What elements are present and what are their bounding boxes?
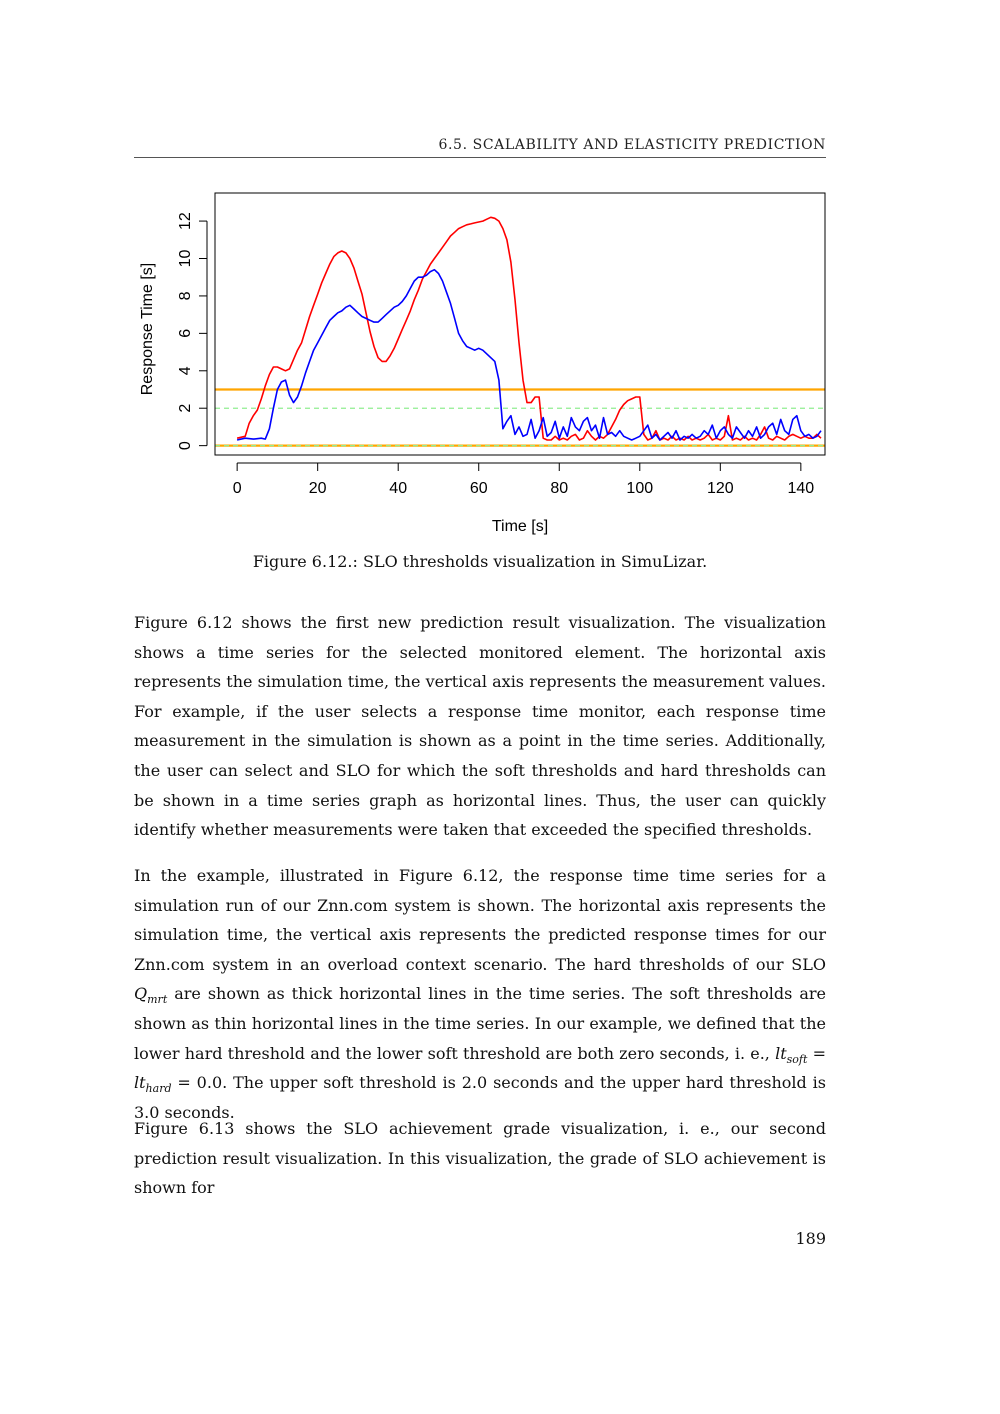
y-tick-label: 6 <box>177 328 194 338</box>
series-line-blue <box>237 270 821 440</box>
y-tick-label: 2 <box>177 403 194 413</box>
y-axis-label: Response Time [s] <box>139 262 156 396</box>
math-q: $Q_{mrt}$ <box>134 984 168 1007</box>
x-axis <box>233 463 815 497</box>
paragraph-1: Figure 6.12 shows the first new prediction result visualization. The visualization shows a time series for the selected monitored element. The horizontal axis represents the simulation time, the vertical axis represents the measurement values. For example, if the user selects a response time monitor, each response time measurement in the simulation is shown as a point in the time series. Additionally, the user can select and SLO for which the soft thresholds and hard thresholds can be shown in a time series graph as horizontal lines. Thus, the user can quickly identify whether measurements were taken that exceeded the specified thresholds. <box>134 613 826 840</box>
x-tick-label: 60 <box>469 480 488 497</box>
y-axis <box>177 212 207 450</box>
paragraph-2 <box>134 861 826 1127</box>
series-lines <box>237 217 821 440</box>
paragraph-3: Figure 6.13 shows the SLO achievement grade visualization, i. e., our second prediction result visualization. In this visualization, the grade of SLO achievement is shown for <box>134 1119 826 1198</box>
x-tick-label: 100 <box>626 480 654 497</box>
x-tick-label: 20 <box>308 480 327 497</box>
math-equals: = <box>812 1043 826 1063</box>
x-tick-label: 140 <box>787 480 815 497</box>
y-tick-label: 12 <box>177 212 194 230</box>
math-equals-value: = 0.0 <box>177 1073 223 1093</box>
running-head: 6.5. SCALABILITY AND ELASTICITY PREDICTION <box>134 137 826 158</box>
x-tick-label: 0 <box>232 480 242 497</box>
x-tick-label: 40 <box>389 480 408 497</box>
response-time-chart <box>130 180 830 542</box>
paragraph-2-part-3: . The upper soft threshold is 2.0 seconds and the upper hard threshold is 3.0 seconds. <box>134 1073 827 1122</box>
y-tick-label: 8 <box>177 291 194 301</box>
paragraph-2-part-1: In the example, illustrated in Figure 6.12, the response time time series for a simulation run of our Znn.com system is shown. The horizontal axis represents the simulation time, the vertical axis represents the predicted response times for our Znn.com system in an overload context scenario. The hard thresholds of our SLO <box>134 866 826 974</box>
x-tick-label: 120 <box>706 480 734 497</box>
math-lt-soft: $lt_{soft}$ <box>775 1043 808 1066</box>
figure-caption: Figure 6.12.: SLO thresholds visualization in SimuLizar. <box>252 552 708 571</box>
paragraph-2-part-2: are shown as thick horizontal lines in the time series. The soft thresholds are shown as thin horizontal lines in the time series. In our example, we defined that the lower hard threshold and the lower soft threshold are both zero seconds, i. e., <box>134 984 826 1063</box>
x-axis-label: Time [s] <box>491 518 549 535</box>
x-tick-label: 80 <box>550 480 569 497</box>
page-number: 189 <box>795 1229 826 1248</box>
y-tick-label: 4 <box>177 366 194 376</box>
y-tick-label: 10 <box>177 249 194 268</box>
y-tick-label: 0 <box>177 441 194 451</box>
math-lt-hard: $lt_{hard}$ <box>134 1073 172 1096</box>
